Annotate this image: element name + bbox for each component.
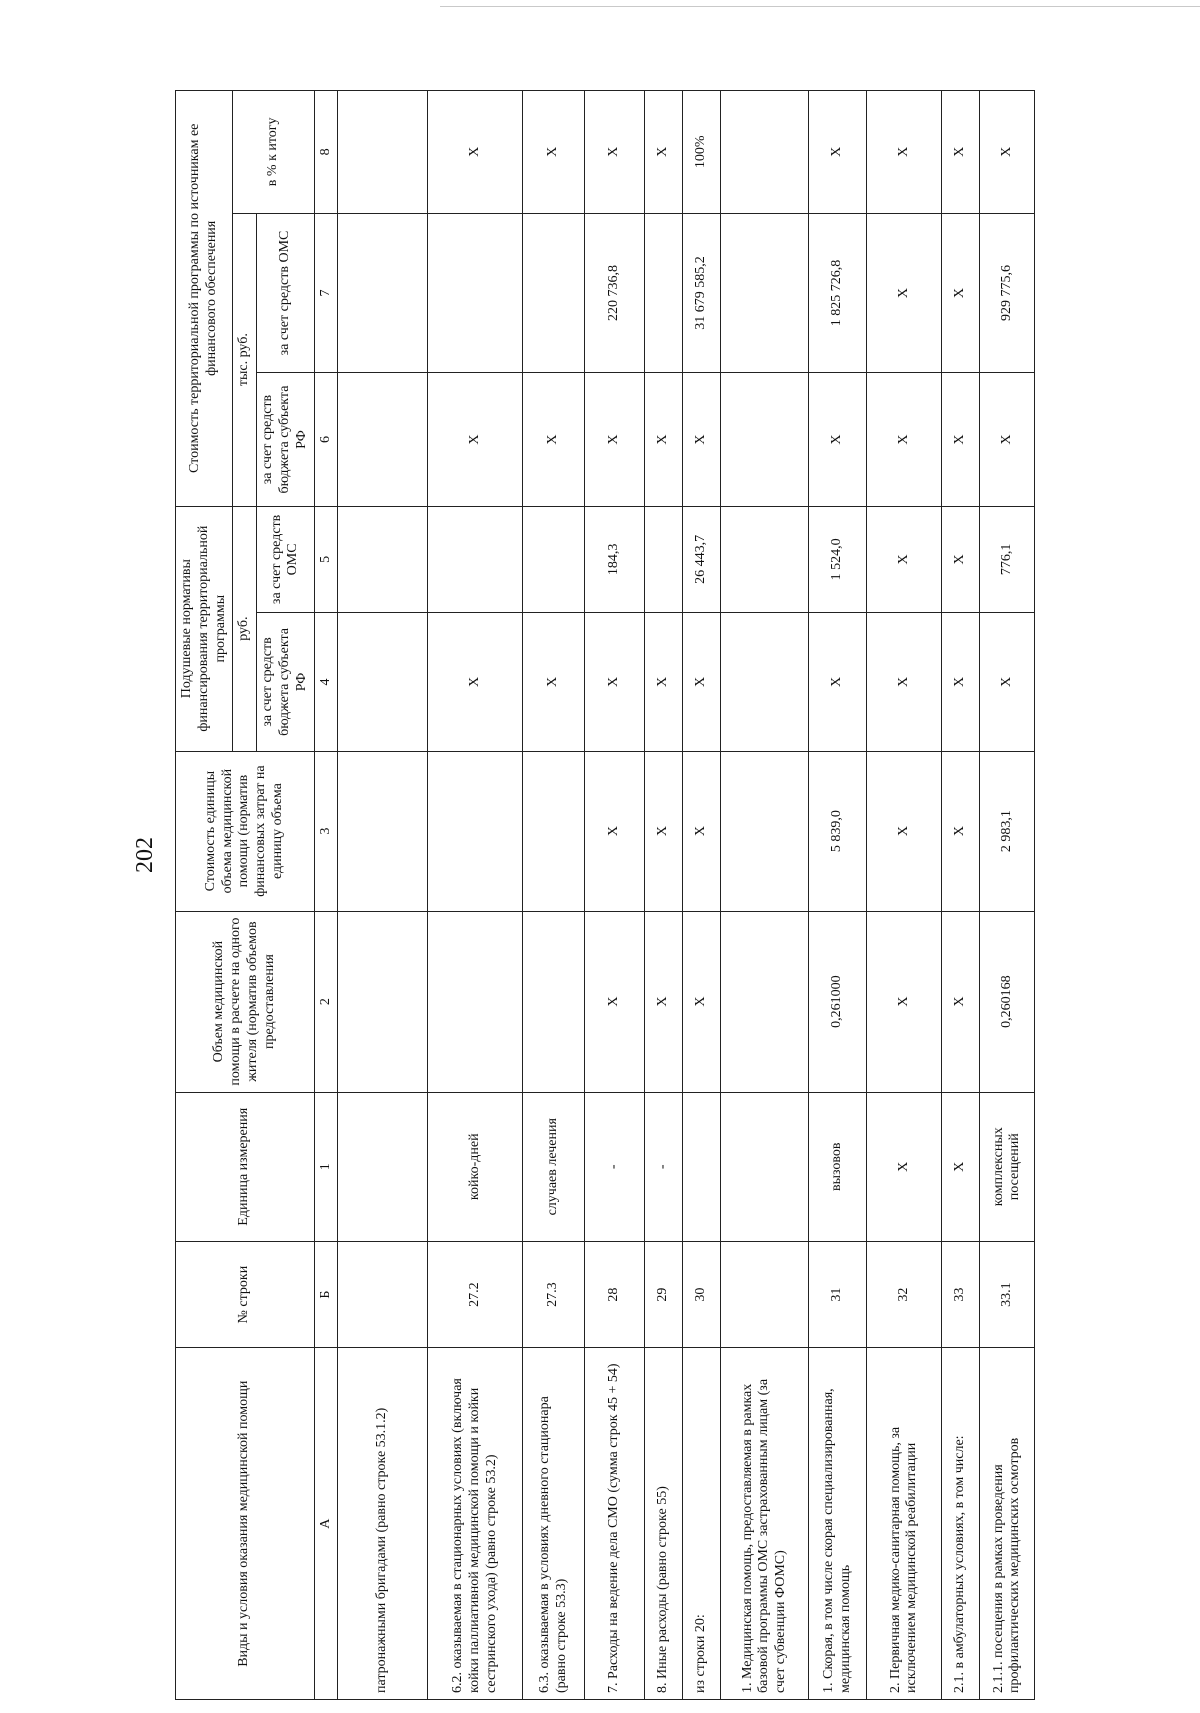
cell-volume: Х (645, 911, 683, 1092)
cell-name: 2.1. в амбулаторных условиях, в том числе: (942, 1348, 980, 1700)
col-number: 1 (314, 1092, 338, 1241)
cell-pc-budget: Х (942, 613, 980, 752)
col-number: Б (314, 1241, 338, 1348)
header-row-no: № строки (176, 1241, 315, 1348)
cell-pc-budget (721, 613, 809, 752)
table-row (867, 91, 942, 1700)
cell-cost-oms: 929 775,6 (980, 213, 1035, 373)
cell-cost-budget (721, 373, 809, 506)
cell-pc-oms: 184,3 (585, 506, 645, 613)
cell-pc-oms (428, 506, 523, 613)
cell-cost-oms: 31 679 585,2 (683, 213, 721, 373)
cell-name: патронажными бригадами (равно строке 53.1.2) (338, 1348, 428, 1700)
cell-volume: 0,261000 (809, 911, 867, 1092)
table-row (428, 91, 523, 1700)
cell-unit: - (585, 1092, 645, 1241)
header-row-1 (176, 91, 233, 1700)
cell-name: 6.2. оказываемая в стационарных условиях (включая койки паллиативной медицинской помощи и койки сестринского ухода) (равно строке 53.2) (428, 1348, 523, 1700)
table-row (683, 91, 721, 1700)
table-row (980, 91, 1035, 1700)
cell-volume: Х (683, 911, 721, 1092)
cell-volume: 0,260168 (980, 911, 1035, 1092)
header-rub: руб. (233, 506, 257, 751)
header-volume: Объем медицинской помощи в расчете на одного жителя (норматив объемов предоставления (176, 911, 315, 1092)
cell-cost-unit (428, 751, 523, 911)
cell-cost-budget: Х (942, 373, 980, 506)
scan-edge-line (440, 6, 1200, 7)
cell-name: 1. Скорая, в том числе скорая специализированная, медицинская помощь (809, 1348, 867, 1700)
header-program-cost: Стоимость территориальной программы по источникам ее финансового обеспечения (176, 91, 233, 507)
cell-row-no (338, 1241, 428, 1348)
cell-cost-oms (523, 213, 585, 373)
cell-name: 1. Медицинская помощь, предоставляемая в рамках базовой программы ОМС застрахованным лицам (за счет субвенции ФОМС) (721, 1348, 809, 1700)
cell-cost-budget: Х (809, 373, 867, 506)
header-cost-oms: за счет средств ОМС (257, 213, 314, 373)
cell-cost-budget: Х (585, 373, 645, 506)
cell-volume (338, 911, 428, 1092)
cell-volume (721, 911, 809, 1092)
cell-cost-budget (338, 373, 428, 506)
cell-cost-unit: Х (645, 751, 683, 911)
cell-pc-budget: Х (809, 613, 867, 752)
cell-pc-oms: 26 443,7 (683, 506, 721, 613)
cell-unit (683, 1092, 721, 1241)
col-number: 3 (314, 751, 338, 911)
cell-name: 2. Первичная медико-санитарная помощь, за исключением медицинской реабилитации (867, 1348, 942, 1700)
cell-pc-oms: 776,1 (980, 506, 1035, 613)
cell-pc-oms: Х (867, 506, 942, 613)
cell-pc-budget: Х (683, 613, 721, 752)
cell-unit: вызовов (809, 1092, 867, 1241)
cell-unit: - (645, 1092, 683, 1241)
header-pct-total: в % к итогу (233, 91, 314, 214)
col-number: 2 (314, 911, 338, 1092)
cell-unit: комплексных посещений (980, 1092, 1035, 1241)
cell-name: 2.1.1. посещения в рамках проведения профилактических медицинских осмотров (980, 1348, 1035, 1700)
cell-cost-unit: Х (867, 751, 942, 911)
cell-pc-oms (721, 506, 809, 613)
table-stage (175, 90, 1200, 1700)
header-cost-unit: Стоимость единицы объема медицинской помощи (норматив финансовых затрат на единицу объема (176, 751, 315, 911)
header-thous-rub: тыс. руб. (233, 213, 257, 506)
col-number: 4 (314, 613, 338, 752)
cell-cost-oms (721, 213, 809, 373)
cell-pc-budget: Х (585, 613, 645, 752)
table-row (809, 91, 867, 1700)
cell-unit: Х (867, 1092, 942, 1241)
financing-table (175, 90, 1035, 1700)
cell-cost-unit: Х (683, 751, 721, 911)
cell-cost-budget: Х (428, 373, 523, 506)
cell-name: 6.3. оказываемая в условиях дневного стационара (равно строке 53.3) (523, 1348, 585, 1700)
cell-row-no: 33 (942, 1241, 980, 1348)
col-number: 5 (314, 506, 338, 613)
cell-unit: случаев лечения (523, 1092, 585, 1241)
cell-cost-oms: Х (867, 213, 942, 373)
cell-cost-unit (523, 751, 585, 911)
table-row (645, 91, 683, 1700)
cell-pct: Х (428, 91, 523, 214)
cell-pc-budget (338, 613, 428, 752)
cell-pc-oms (523, 506, 585, 613)
cell-pc-budget: Х (867, 613, 942, 752)
table-row (942, 91, 980, 1700)
cell-pct: Х (585, 91, 645, 214)
cell-pc-oms (645, 506, 683, 613)
cell-cost-oms (645, 213, 683, 373)
cell-pct (338, 91, 428, 214)
cell-cost-oms (338, 213, 428, 373)
header-types: Виды и условия оказания медицинской помощи (176, 1348, 315, 1700)
cell-cost-unit: Х (942, 751, 980, 911)
cell-row-no: 33.1 (980, 1241, 1035, 1348)
cell-pc-budget: Х (523, 613, 585, 752)
cell-cost-unit: 5 839,0 (809, 751, 867, 911)
cell-pc-oms: Х (942, 506, 980, 613)
cell-cost-budget: Х (683, 373, 721, 506)
cell-volume (523, 911, 585, 1092)
cell-row-no: 32 (867, 1241, 942, 1348)
table-row (721, 91, 809, 1700)
cell-row-no: 30 (683, 1241, 721, 1348)
cell-pct: Х (523, 91, 585, 214)
cell-row-no (721, 1241, 809, 1348)
cell-cost-budget: Х (523, 373, 585, 506)
cell-cost-budget: Х (867, 373, 942, 506)
cell-pct: Х (980, 91, 1035, 214)
cell-unit: койко-дней (428, 1092, 523, 1241)
cell-cost-oms (428, 213, 523, 373)
header-pc-budget: за счет средств бюджета субъекта РФ (257, 613, 314, 752)
table-row (338, 91, 428, 1700)
cell-pc-oms (338, 506, 428, 613)
header-cost-budget: за счет средств бюджета субъекта РФ (257, 373, 314, 506)
header-per-capita: Подушевые нормативы финансирования территориальной программы (176, 506, 233, 751)
cell-pct: 100% (683, 91, 721, 214)
cell-row-no: 27.3 (523, 1241, 585, 1348)
cell-row-no: 28 (585, 1241, 645, 1348)
cell-volume: Х (942, 911, 980, 1092)
cell-row-no: 27.2 (428, 1241, 523, 1348)
cell-cost-unit (721, 751, 809, 911)
cell-volume: Х (585, 911, 645, 1092)
cell-pct: Х (942, 91, 980, 214)
header-pc-oms: за счет средств ОМС (257, 506, 314, 613)
column-number-row (314, 91, 338, 1700)
cell-cost-budget: Х (980, 373, 1035, 506)
cell-row-no: 31 (809, 1241, 867, 1348)
cell-cost-oms: Х (942, 213, 980, 373)
header-unit: Единица измерения (176, 1092, 315, 1241)
cell-cost-unit: 2 983,1 (980, 751, 1035, 911)
col-number: 8 (314, 91, 338, 214)
cell-pc-budget: Х (428, 613, 523, 752)
cell-pct: Х (645, 91, 683, 214)
cell-name: 8. Иные расходы (равно строке 55) (645, 1348, 683, 1700)
page-number: 202 (132, 837, 158, 873)
cell-pc-oms: 1 524,0 (809, 506, 867, 613)
cell-pc-budget: Х (645, 613, 683, 752)
cell-pct (721, 91, 809, 214)
cell-volume: Х (867, 911, 942, 1092)
cell-cost-oms: 220 736,8 (585, 213, 645, 373)
cell-cost-budget: Х (645, 373, 683, 506)
col-number: 7 (314, 213, 338, 373)
cell-cost-unit (338, 751, 428, 911)
cell-cost-unit: Х (585, 751, 645, 911)
table-row (585, 91, 645, 1700)
cell-unit (338, 1092, 428, 1241)
cell-unit: Х (942, 1092, 980, 1241)
col-number: 6 (314, 373, 338, 506)
cell-cost-oms: 1 825 726,8 (809, 213, 867, 373)
cell-name: 7. Расходы на ведение дела СМО (сумма строк 45 + 54) (585, 1348, 645, 1700)
cell-pc-budget: Х (980, 613, 1035, 752)
cell-volume (428, 911, 523, 1092)
cell-unit (721, 1092, 809, 1241)
cell-name: из строки 20: (683, 1348, 721, 1700)
col-number: А (314, 1348, 338, 1700)
cell-pct: Х (809, 91, 867, 214)
table-row (523, 91, 585, 1700)
cell-row-no: 29 (645, 1241, 683, 1348)
cell-pct: Х (867, 91, 942, 214)
